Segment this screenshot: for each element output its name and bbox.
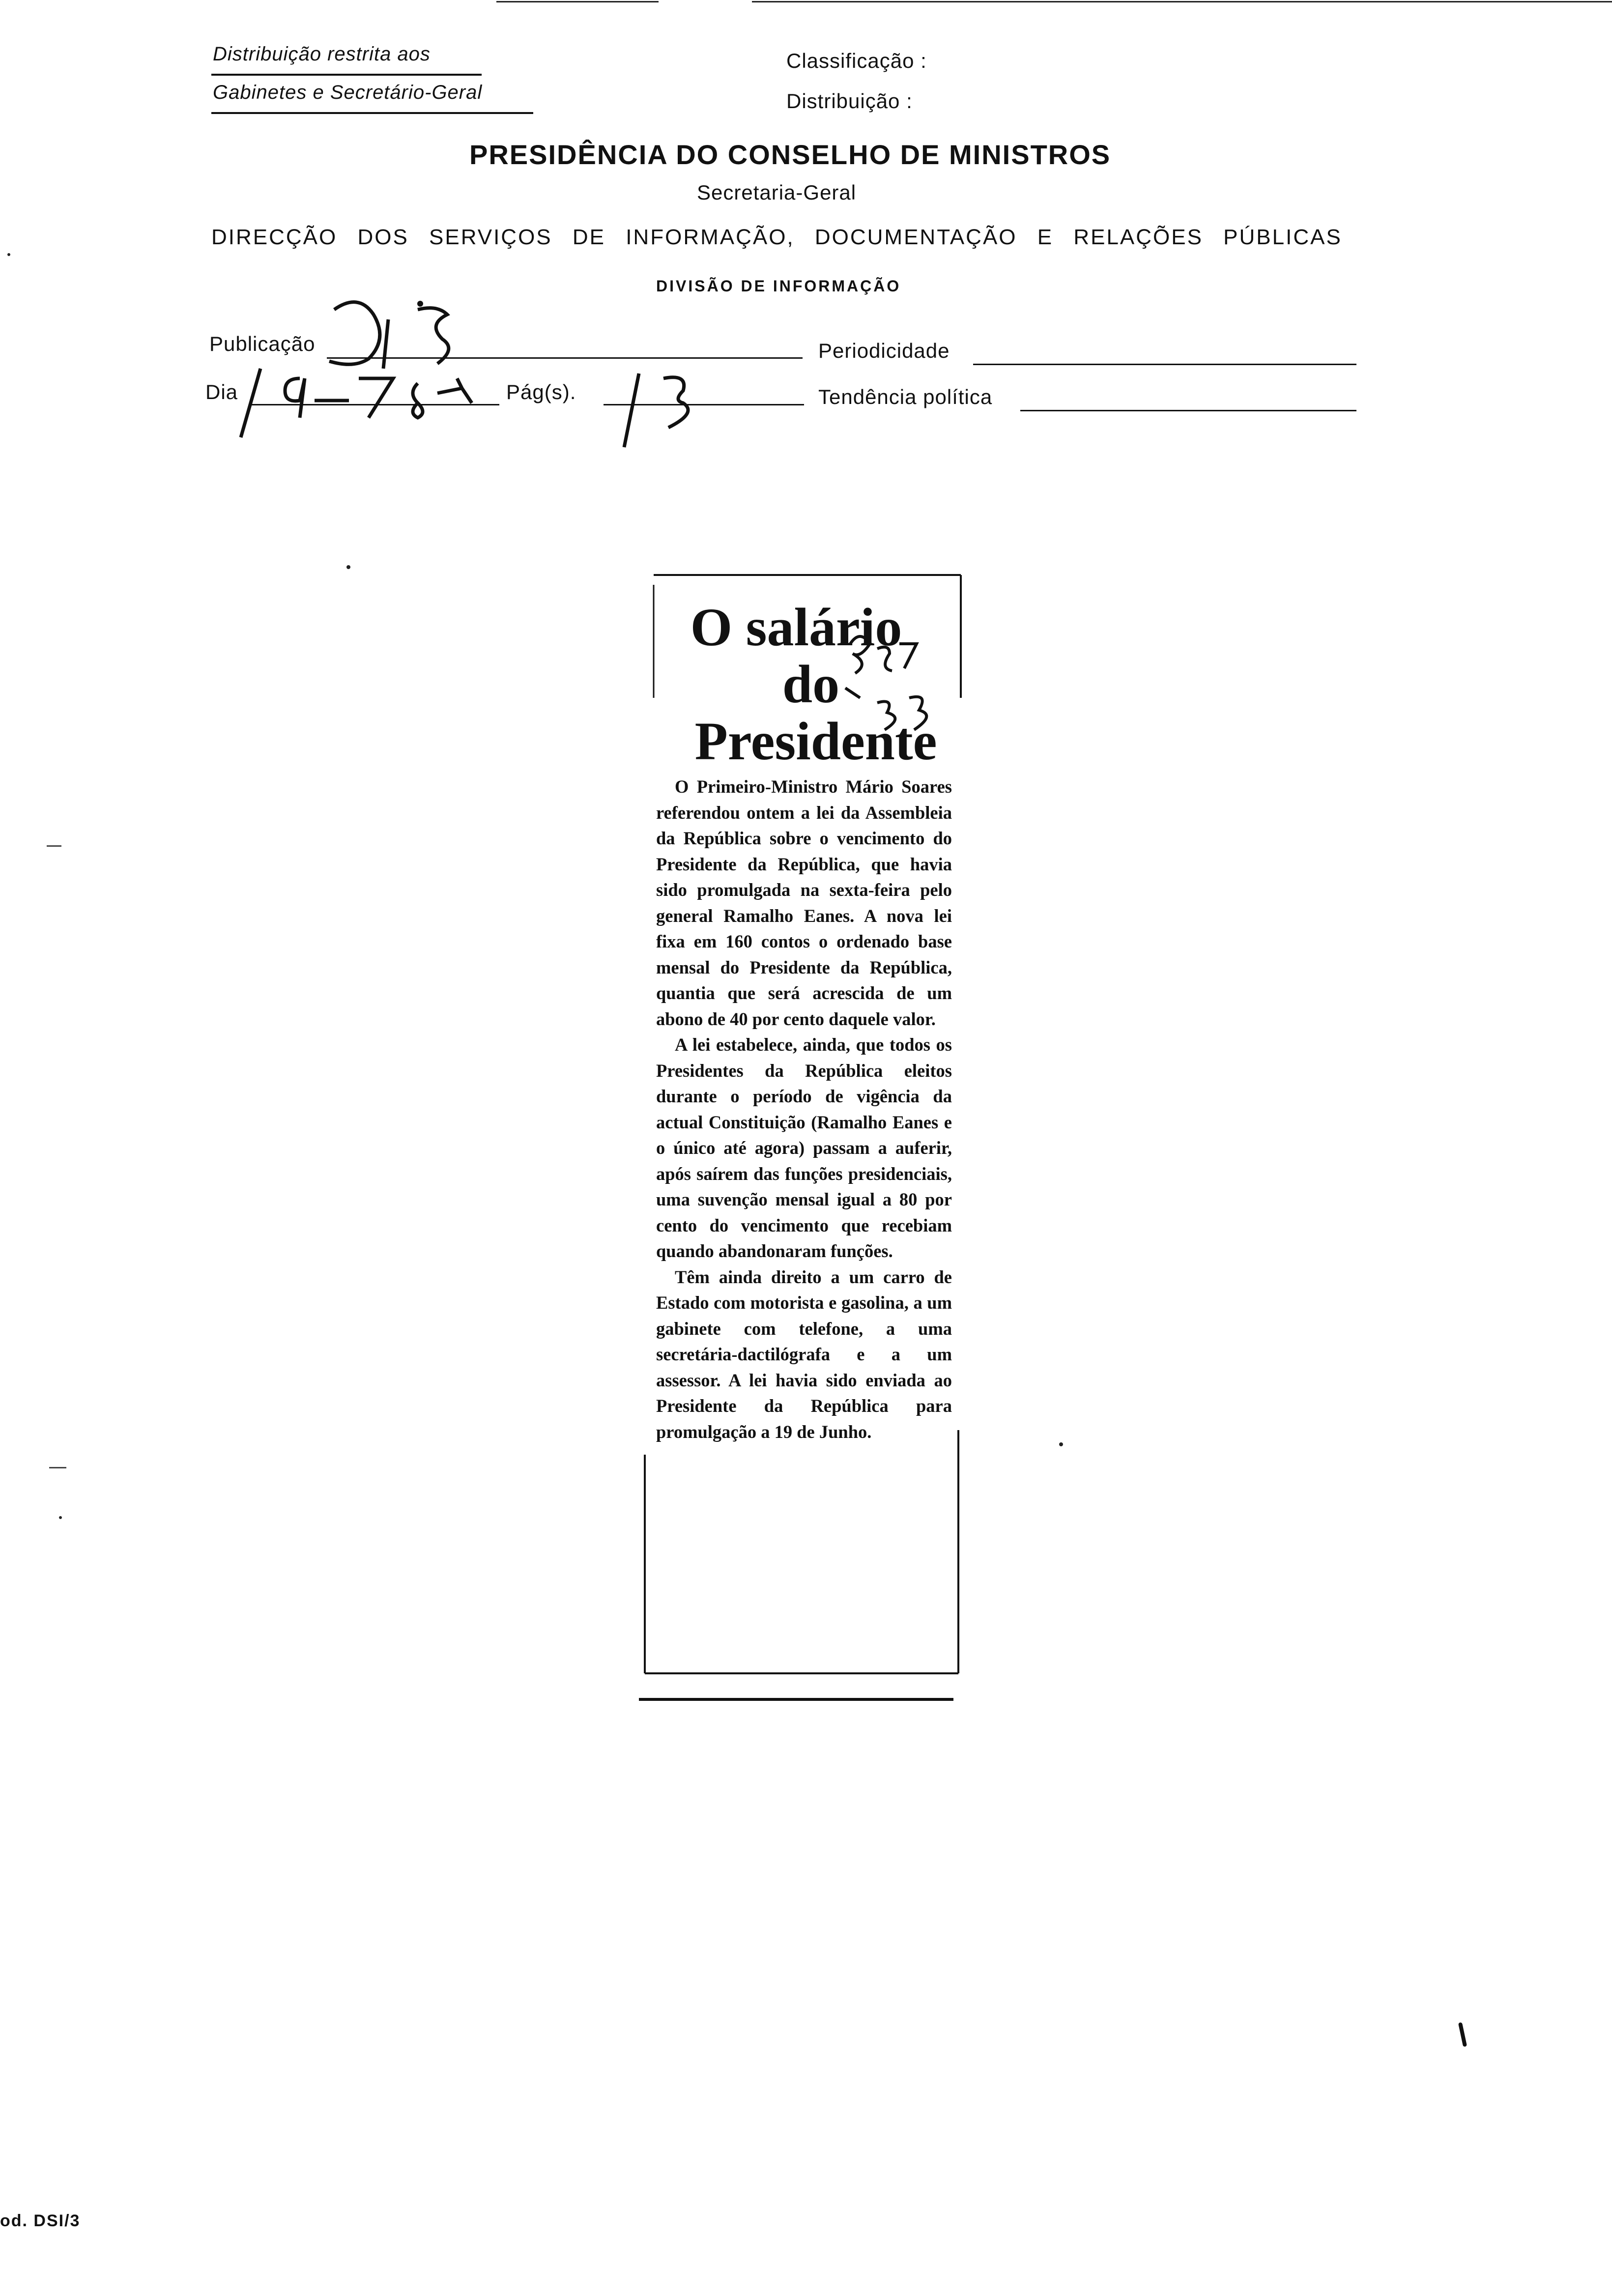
- scan-dash: [47, 845, 61, 847]
- pages-label: Pág(s).: [506, 380, 576, 403]
- scan-speck: [7, 253, 10, 256]
- clipping-article-body: [656, 774, 952, 1445]
- handwritten-pages-mark: [609, 364, 727, 452]
- day-label: Dia: [205, 380, 238, 403]
- scan-speck: [346, 565, 350, 569]
- periodicity-label: Periodicidade: [818, 339, 950, 362]
- secretariat-title: Secretaria-Geral: [697, 181, 857, 204]
- scan-dash: [49, 1467, 66, 1468]
- clipping-paragraph-2: A lei estabelece, ainda, que todos os Presidentes da República eleitos durante o período de vigência da actual Constituição (Ramalho Eanes e o único até agora) passam a auferir, após saírem das funções presidenciais, uma suvenção mensal igual a 80 por cento do vencimento que recebiam quando abandonaram funções.: [656, 1034, 952, 1261]
- scan-speck: [59, 1516, 62, 1519]
- clipping-title-line-2: do: [782, 654, 840, 714]
- scan-edge-line-right: [752, 1, 1612, 2]
- clipping-paragraph-1: O Primeiro-Ministro Mário Soares referendou ontem a lei da Assembleia da República sobre o vencimento do Presidente da República, que havia sido promulgada na sexta-feira pelo general Ramalho Eanes. A nova lei fixa em 160 contos o ordenado base mensal do Presidente da República, quantia que será acrescida de um abono de 40 por cento daquele valor.: [656, 776, 952, 1029]
- classification-label: Classificação :: [786, 49, 927, 72]
- scan-edge-mark: [1458, 2022, 1467, 2047]
- scan-edge-line-left: [496, 1, 659, 2]
- division-title: DIVISÃO DE INFORMAÇÃO: [656, 277, 901, 295]
- restriction-line-2: Gabinetes e Secretário-Geral: [213, 82, 483, 103]
- periodicity-field-line: [973, 364, 1356, 365]
- publication-label: Publicação: [209, 332, 316, 355]
- restriction-rule-2: [211, 112, 533, 114]
- direction-title: DIRECÇÃO DOS SERVIÇOS DE INFORMAÇÃO, DOCUMENTAÇÃO E RELAÇÕES PÚBLICAS: [211, 225, 1342, 249]
- form-code: od. DSI/3: [0, 2211, 81, 2230]
- clipping-title-line-3: Presidente: [694, 711, 937, 771]
- restriction-line-1: Distribuição restrita aos: [213, 43, 431, 65]
- scan-speck: [1059, 1442, 1063, 1446]
- political-tendency-field-line: [1020, 410, 1356, 411]
- handwritten-date-mark: [231, 359, 506, 442]
- political-tendency-label: Tendência política: [818, 385, 993, 408]
- ministry-title: PRESIDÊNCIA DO CONSELHO DE MINISTROS: [469, 139, 1111, 170]
- clipping-paragraph-3: Têm ainda direito a um carro de Estado com motorista e gasolina, a um gabinete com telefone, a uma secretária-dactilógrafa e a um assessor. A lei havia sido enviada ao Presidente da República para promulgação a 19 de Junho.: [656, 1266, 952, 1442]
- handwritten-clipping-note: [831, 624, 953, 757]
- clipping-title-line-1: O salário: [690, 597, 902, 657]
- restriction-rule-1: [211, 74, 482, 76]
- distribution-label: Distribuição :: [786, 89, 913, 113]
